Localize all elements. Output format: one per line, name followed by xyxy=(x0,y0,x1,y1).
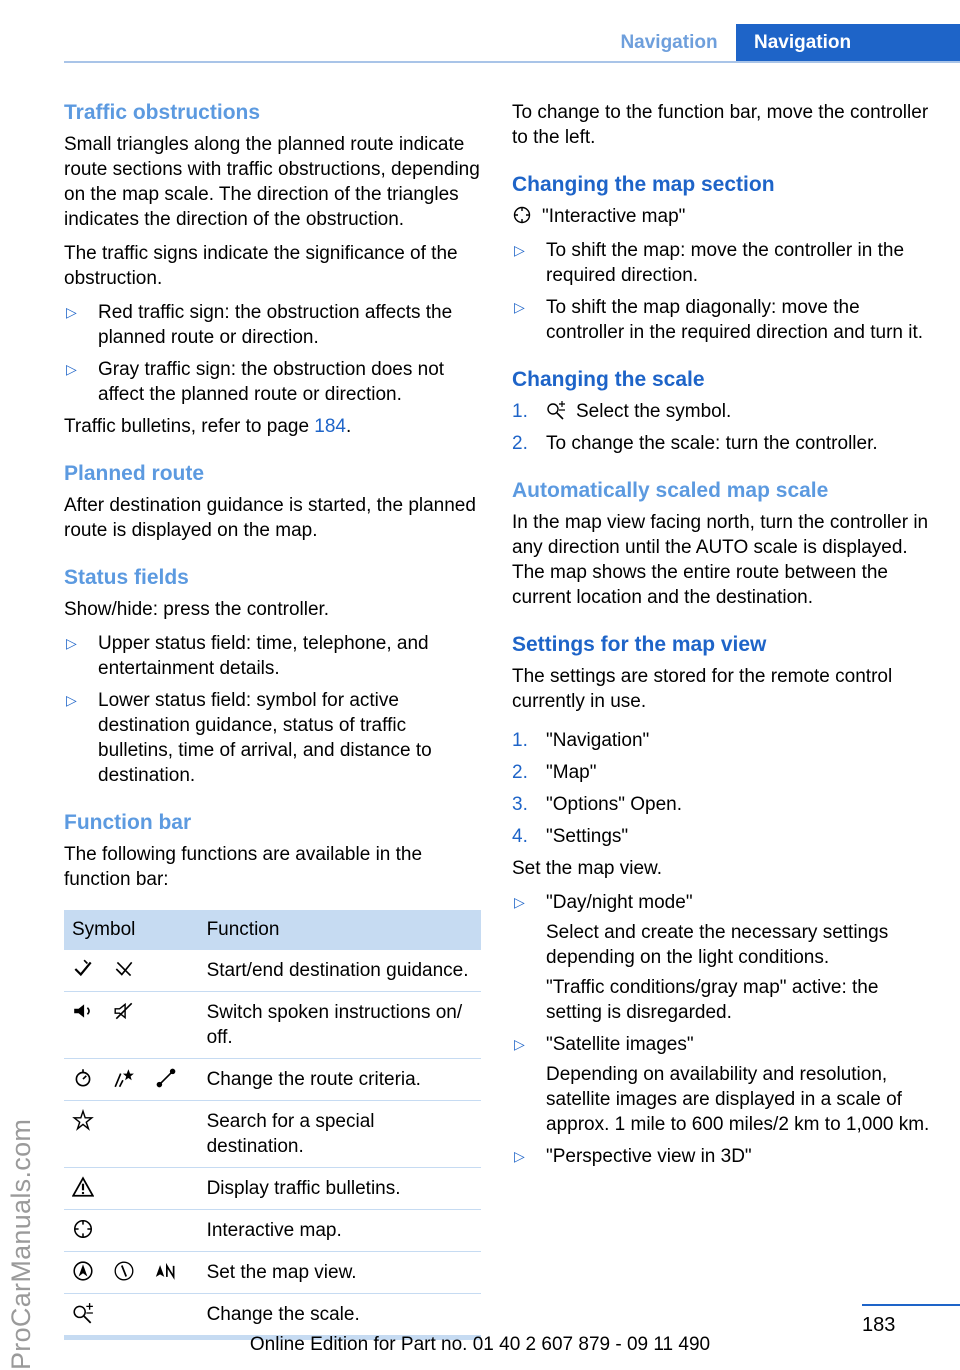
map-view-settings-paragraph: The settings are stored for the remote control currently in use. xyxy=(512,666,893,712)
page-number: 183 xyxy=(862,1314,896,1336)
guidance-start-icon xyxy=(72,958,94,980)
table-row: Change the route criteria. xyxy=(64,1059,481,1101)
right-column xyxy=(512,100,932,1176)
function-bar-heading: Function bar xyxy=(64,811,192,834)
map-view-options xyxy=(512,890,932,915)
scale-steps xyxy=(512,399,932,456)
traffic-sign-list xyxy=(64,300,481,407)
function-bar-paragraph: The following functions are available in the function bar: xyxy=(64,844,423,890)
table-row: Start/end destination guidance. xyxy=(64,950,481,992)
list-item: 2. To change the scale: turn the controller. xyxy=(512,433,878,454)
symbol-column-header: Symbol xyxy=(64,910,199,950)
map-direction-icon xyxy=(72,1260,94,1282)
header-rule xyxy=(64,61,960,63)
set-map-view-text: Set the map view. xyxy=(512,858,662,879)
status-field-list xyxy=(64,631,481,788)
traffic-paragraph: Small triangles along the planned route indicate route sections with traffic obstructions, depending on the map scale. The direction of the triangles indicates the direction of the obstruction. xyxy=(64,134,480,230)
planned-route-paragraph: After destination guidance is started, the planned route is displayed on the map. xyxy=(64,495,476,541)
page-link[interactable]: 184 xyxy=(314,416,346,437)
table-row: Switch spoken instructions on/ off. xyxy=(64,992,481,1059)
list-item: 3. "Options" Open. xyxy=(512,794,683,815)
map-section-list xyxy=(512,238,932,345)
footer-edition: Online Edition for Part no. 01 40 2 607 879 - 09 11 490 xyxy=(249,1334,711,1355)
map-view-settings-heading: Settings for the map view xyxy=(512,633,767,656)
list-item: ▷ "Day/night mode" xyxy=(514,892,693,913)
list-item: 4. "Settings" xyxy=(512,826,629,847)
auto-scale-paragraph: In the map view facing north, turn the controller in any direction until the AUTO scale is displayed. The map shows the entire route between the current location and the destination. xyxy=(512,512,929,608)
table-row: Search for a special destination. xyxy=(64,1101,481,1168)
day-night-description: Select and create the necessary settings depending on the light conditions. xyxy=(546,922,889,968)
route-fast-icon xyxy=(72,1067,94,1089)
route-scenic-icon xyxy=(113,1067,135,1089)
speaker-on-icon xyxy=(72,1000,94,1022)
list-item: 1. Select the symbol. xyxy=(512,401,732,422)
route-short-icon xyxy=(155,1067,177,1089)
zoom-icon xyxy=(546,400,566,420)
traffic-heading: Traffic obstructions xyxy=(64,101,261,124)
map-section-heading: Changing the map section xyxy=(512,173,775,196)
table-header-row xyxy=(64,910,481,950)
function-bar-intro: To change to the function bar, move the controller to the left. xyxy=(512,102,929,148)
list-item: ▷ "Satellite images" xyxy=(514,1034,694,1055)
planned-route-heading: Planned route xyxy=(64,462,205,485)
table-row: Set the map view. xyxy=(64,1252,481,1294)
speaker-off-icon xyxy=(113,1000,135,1022)
day-night-note: "Traffic conditions/gray map" active: the setting is disregarded. xyxy=(546,977,879,1023)
satellite-description: Depending on availability and resolution, satellite images are displayed in a scale of approx. 1 mile to 600 miles/2 km to 1,000 km. xyxy=(546,1064,930,1135)
map-perspective-icon xyxy=(113,1260,135,1282)
table-row: Display traffic bulletins. xyxy=(64,1168,481,1210)
map-view-options xyxy=(512,1144,932,1169)
list-item: 1. "Navigation" xyxy=(512,730,650,751)
list-item: ▷ "Perspective view in 3D" xyxy=(514,1146,752,1167)
auto-scale-heading: Automatically scaled map scale xyxy=(512,479,829,502)
scale-heading: Changing the scale xyxy=(512,368,705,391)
list-item: 2. "Map" xyxy=(512,762,597,783)
map-view-options xyxy=(512,1032,932,1057)
page-number-rule xyxy=(862,1304,960,1306)
interactive-map-menu: "Interactive map" xyxy=(512,204,932,229)
table-row: Interactive map. xyxy=(64,1210,481,1252)
traffic-bulletin-reference: Traffic bulletins, refer to page 184. xyxy=(64,416,352,437)
table-row: Change the scale. xyxy=(64,1294,481,1336)
zoom-icon xyxy=(72,1302,94,1324)
crosshair-icon xyxy=(72,1218,94,1240)
left-column xyxy=(64,100,481,1340)
watermark: ProCarManuals.com xyxy=(6,1118,36,1370)
function-bar-table xyxy=(64,910,481,1336)
guidance-end-icon xyxy=(113,958,135,980)
list-item: ▷ Lower status field: symbol for active destination guidance, status of traffic bulletins, time of arrival, and distance to destination. xyxy=(66,690,432,786)
traffic-warning-icon xyxy=(72,1176,94,1198)
header-tab-navigation-chapter: Navigation xyxy=(736,24,960,61)
settings-steps xyxy=(512,728,932,849)
traffic-signs-paragraph: The traffic signs indicate the significance of the obstruction. xyxy=(64,243,458,289)
list-item: ▷ Upper status field: time, telephone, and entertainment details. xyxy=(66,633,429,679)
special-destination-icon xyxy=(72,1109,94,1131)
list-item: ▷ Red traffic sign: the obstruction affects the planned route or direction. xyxy=(66,302,453,348)
function-column-header: Function xyxy=(199,910,481,950)
status-fields-heading: Status fields xyxy=(64,566,189,589)
crosshair-icon xyxy=(512,205,532,225)
header-tab-navigation-section: Navigation xyxy=(620,32,718,53)
status-fields-paragraph: Show/hide: press the controller. xyxy=(64,599,330,620)
list-item: ▷ To shift the map diagonally: move the controller in the required direction and turn it. xyxy=(514,297,924,343)
list-item: ▷ Gray traffic sign: the obstruction does not affect the planned route or direction. xyxy=(66,359,445,405)
map-north-icon xyxy=(155,1260,177,1282)
list-item: ▷ To shift the map: move the controller in the required direction. xyxy=(514,240,905,286)
